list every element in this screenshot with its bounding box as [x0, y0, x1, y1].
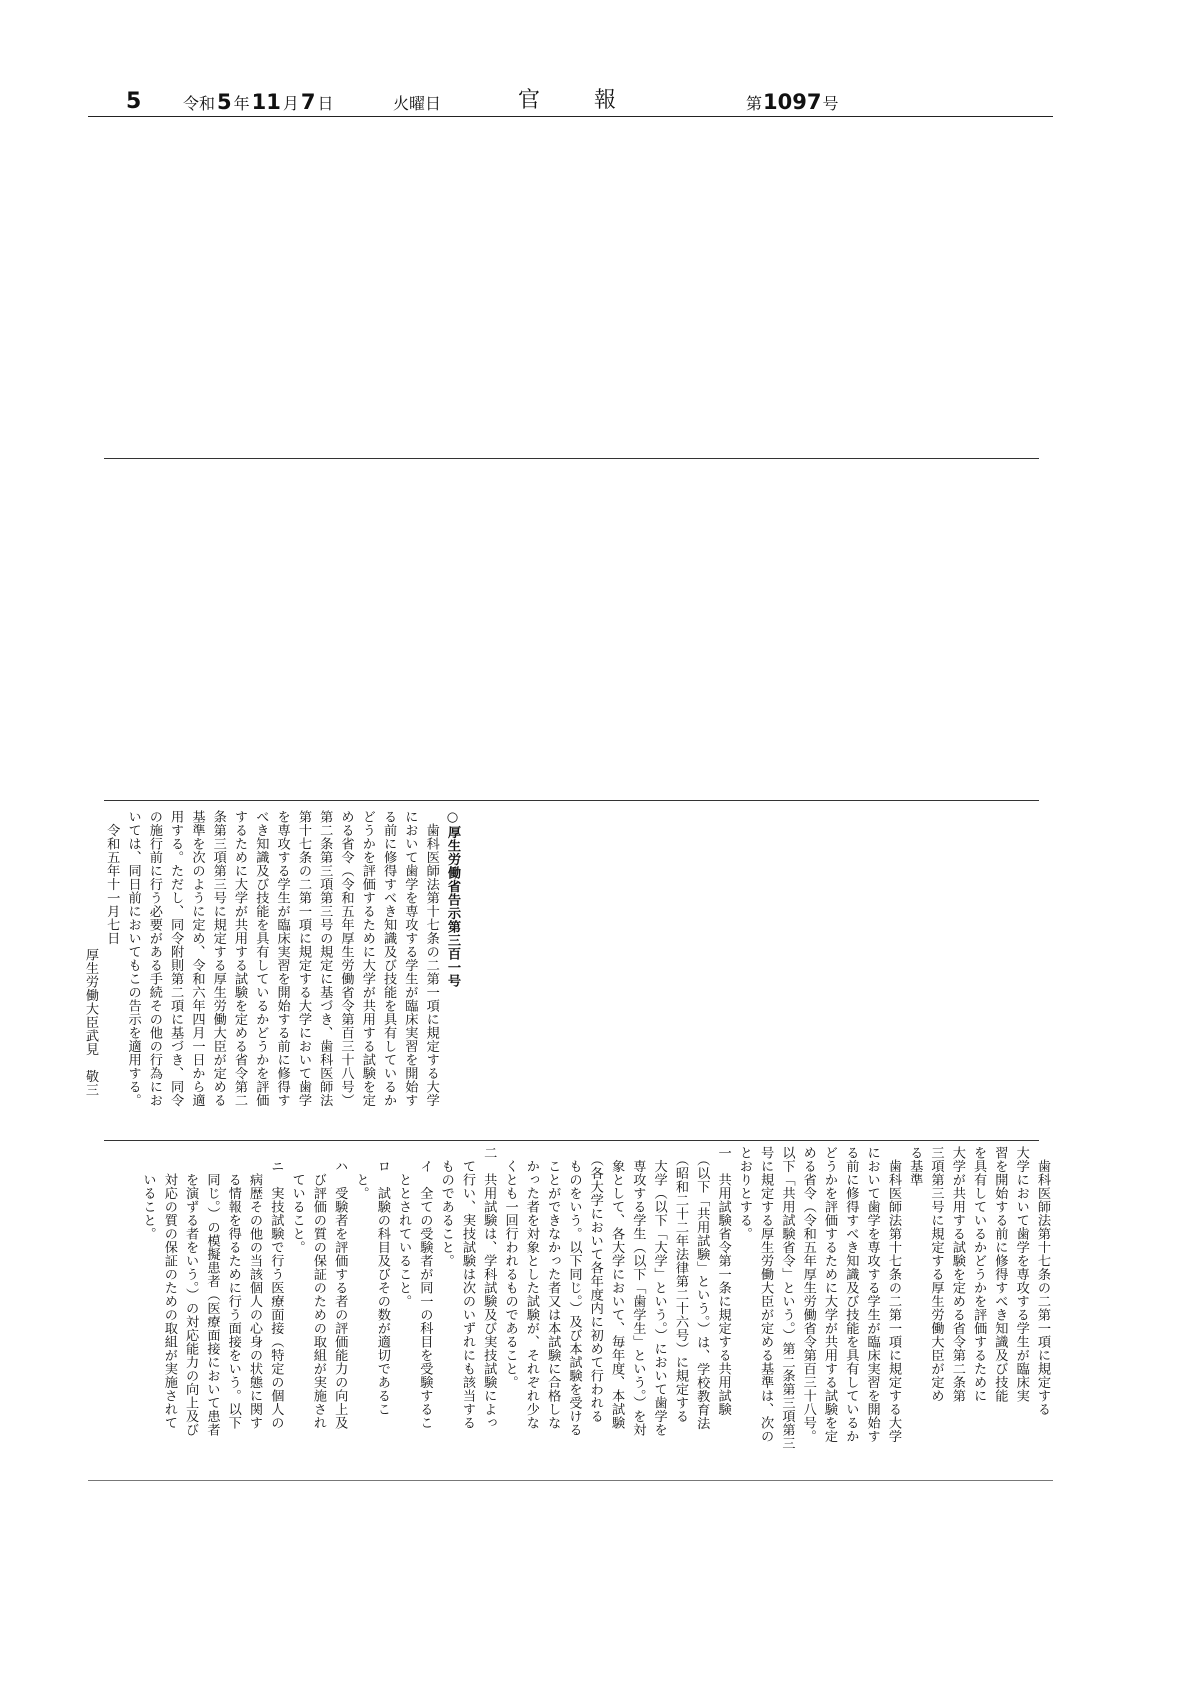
signature-organization: 厚生労働大臣	[82, 948, 98, 1029]
notice-line: める省令（令和五年厚生労働省令第百三十八号）	[338, 810, 354, 1107]
section-divider-1	[104, 458, 1039, 459]
notice-line: 基準を次のように定め、令和六年四月一日から適	[189, 810, 205, 1107]
issue-suffix: 号	[822, 94, 839, 113]
standards-line: を演ずる者をいう。）の対応能力の向上及び	[183, 1146, 199, 1437]
notice-line: べき知識及び技能を具有しているかどうかを評価	[253, 810, 269, 1107]
section-divider-2	[104, 800, 1039, 801]
standards-line: （以下「共用試験」という。）は、学校教育法	[694, 1146, 710, 1430]
date-era: 令和	[183, 94, 216, 113]
standards-line: 一 共用試験省令第一条に規定する共用試験	[715, 1146, 731, 1416]
notice-signature	[80, 948, 101, 1140]
issue-date	[183, 90, 334, 114]
standards-line: ものをいう。以下同じ。）及び本試験を受ける	[566, 1146, 582, 1437]
issue-digits: 1097	[763, 90, 822, 114]
notice-line: る前に修得すべき知識及び技能を具有しているか	[381, 810, 397, 1107]
standards-line: 大学において歯学を専攻する学生が臨床実	[1013, 1146, 1029, 1403]
standards-line: ロ 試験の科目及びその数が適切であるこ	[374, 1146, 390, 1416]
notice-line: を専攻する学生が臨床実習を開始する前に修得す	[274, 810, 290, 1107]
header-divider	[88, 116, 1053, 117]
standards-line: 二 共用試験は、学科試験及び実技試験によっ	[481, 1146, 497, 1430]
notice-date: 令和五年十一月七日	[104, 810, 120, 945]
standards-line: イ 全ての受験者が同一の科目を受験するこ	[417, 1146, 433, 1430]
date-day-unit: 日	[317, 94, 334, 113]
standards-line: める省令（令和五年厚生労働省令第百三十八号。	[800, 1146, 816, 1443]
standards-line: る情報を得るために行う面接をいう。以下	[225, 1146, 241, 1430]
standards-line: び評価の質の保証のための取組が実施され	[310, 1146, 326, 1430]
standards-line: ていること。	[289, 1146, 305, 1254]
standards-line: くとも一回行われるものであること。	[502, 1146, 518, 1389]
standards-line: て行い、実技試験は次のいずれにも該当する	[459, 1146, 475, 1430]
notice-line: の施行前に行う必要がある手続その他の行為にお	[146, 810, 162, 1107]
standards-line: とおりとする。	[736, 1146, 752, 1241]
date-day: 7	[300, 90, 316, 114]
notice-line: 条第三項第三号に規定する厚生労働大臣が定める	[210, 810, 226, 1107]
issue-number	[746, 90, 838, 114]
issue-prefix: 第	[746, 94, 763, 113]
standards-line: 歯科医師法第十七条の二第一項に規定する大学	[885, 1146, 901, 1443]
notice-line: するために大学が共用する試験を定める省令第二	[232, 810, 248, 1107]
standards-line: 専攻する学生（以下「歯学生」という。）を対	[630, 1146, 646, 1437]
notice-line: 用する。ただし、同令附則第二項に基づき、同令	[168, 810, 184, 1107]
notice-line: 歯科医師法第十七条の二第一項に規定する大学	[423, 810, 439, 1107]
page-bottom-rule	[88, 1480, 1053, 1481]
gazette-title: 官報	[518, 88, 671, 113]
notice-heading: ○厚生労働省告示第三百一号	[445, 810, 460, 988]
date-month: 11	[251, 90, 281, 114]
standards-line: ものであること。	[438, 1146, 454, 1268]
standards-line: 三項第三号に規定する厚生労働大臣が定め	[928, 1146, 944, 1403]
signature-name: 武見 敬三	[82, 1029, 98, 1097]
standards-line: 大学が共用する試験を定める省令第二条第	[949, 1146, 965, 1403]
standards-line: （昭和二十二年法律第二十六号）に規定する	[672, 1146, 688, 1423]
standards-line: いること。	[140, 1146, 156, 1241]
standards-line: 象として、各大学において、毎年度、本試験	[609, 1146, 625, 1430]
standards-line: 号に規定する厚生労働大臣が定める基準は、次の	[758, 1146, 774, 1443]
ministry-notice	[80, 810, 463, 1140]
standards-line: 習を開始する前に修得すべき知識及び技能	[992, 1146, 1008, 1403]
section-divider-3	[104, 1140, 1039, 1141]
standards-line: 以下「共用試験省令」という。）第二条第三項第三	[779, 1146, 795, 1450]
notice-line: において歯学を専攻する学生が臨床実習を開始す	[402, 810, 418, 1107]
standards-document	[137, 1146, 1053, 1476]
notice-line: いては、同日前においてもこの告示を適用する。	[125, 810, 141, 1107]
standards-line: かった者を対象とした試験が、それぞれ少な	[523, 1146, 539, 1430]
standards-line: る前に修得すべき知識及び技能を具有しているか	[843, 1146, 859, 1443]
notice-line: 第十七条の二第一項に規定する大学において歯学	[295, 810, 311, 1107]
standards-line: どうかを評価するために大学が共用する試験を定	[822, 1146, 838, 1443]
standards-line: る基準	[907, 1146, 923, 1187]
standards-line: ととされていること。	[396, 1146, 412, 1308]
standards-line: と。	[353, 1146, 369, 1200]
standards-line: 大学（以下「大学」という。）において歯学を	[651, 1146, 667, 1437]
notice-body	[122, 810, 441, 1140]
weekday: 火曜日	[393, 94, 442, 113]
standards-line: （各大学において各年度内に初めて行われる	[587, 1146, 603, 1423]
standards-line: 病歴その他の当該個人の心身の状態に関す	[247, 1146, 263, 1430]
notice-line: 第二条第三項第三号の規定に基づき、歯科医師法	[317, 810, 333, 1107]
date-year: 5	[217, 90, 232, 114]
standards-line: 同じ。）の模擬患者（医療面接において患者	[204, 1146, 220, 1437]
standards-line: ニ 実技試験で行う医療面接（特定の個人の	[268, 1146, 284, 1430]
notice-line: どうかを評価するために大学が共用する試験を定	[359, 810, 375, 1107]
gazette-header	[88, 88, 1053, 118]
date-month-unit: 月	[282, 94, 299, 113]
standards-line: ハ 受験者を評価する者の評価能力の向上及	[332, 1146, 348, 1430]
standards-line: 歯科医師法第十七条の二第一項に規定する	[1035, 1146, 1050, 1416]
standards-line: を具有しているかどうかを評価するために	[971, 1146, 987, 1403]
standards-line: において歯学を専攻する学生が臨床実習を開始す	[864, 1146, 880, 1443]
standards-line: ことができなかった者又は本試験に合格しな	[545, 1146, 561, 1430]
date-year-unit: 年	[233, 94, 250, 113]
standards-line: 対応の質の保証のための取組が実施されて	[161, 1146, 177, 1430]
page-number: 5	[126, 89, 142, 114]
